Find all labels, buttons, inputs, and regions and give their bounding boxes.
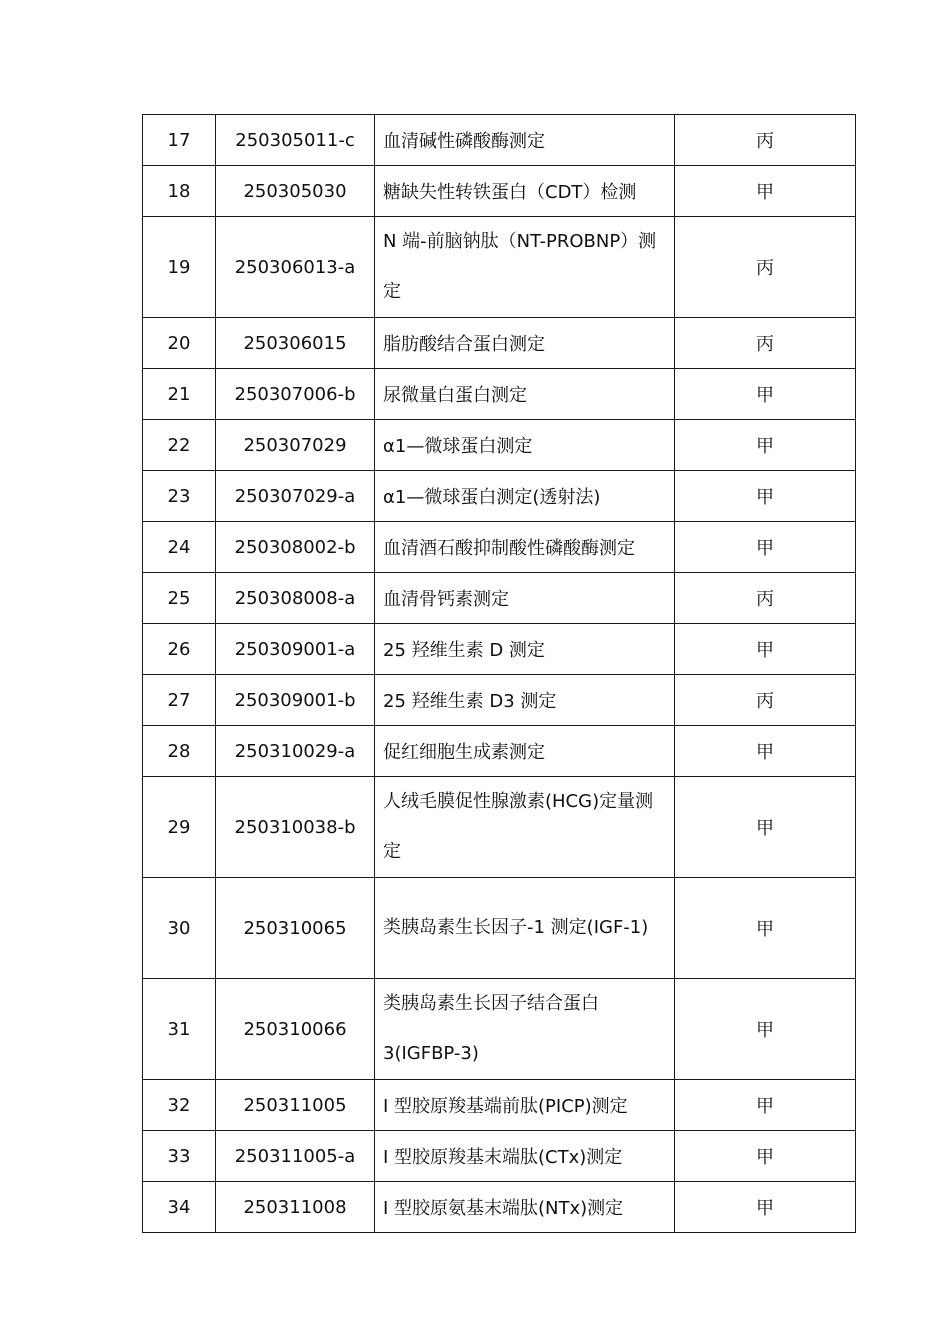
item-class: 甲 <box>675 878 856 979</box>
table-row <box>143 369 856 420</box>
item-name: 类胰岛素生长因子-1 测定(IGF-1) <box>375 878 675 979</box>
item-class: 甲 <box>675 624 856 675</box>
item-class: 甲 <box>675 979 856 1080</box>
item-name: I 型胶原羧基末端肽(CTx)测定 <box>375 1131 675 1182</box>
table-row <box>143 166 856 217</box>
item-code: 250306013-a <box>216 217 375 318</box>
item-code: 250306015 <box>216 318 375 369</box>
row-number: 30 <box>143 878 216 979</box>
item-class: 甲 <box>675 1080 856 1131</box>
item-name: 类胰岛素生长因子结合蛋白3(IGFBP-3) <box>375 979 675 1080</box>
table-row <box>143 420 856 471</box>
table-row <box>143 1080 856 1131</box>
table-row <box>143 777 856 878</box>
item-class: 丙 <box>675 675 856 726</box>
item-code: 250307006-b <box>216 369 375 420</box>
row-number: 24 <box>143 522 216 573</box>
item-code: 250305030 <box>216 166 375 217</box>
table-row <box>143 318 856 369</box>
row-number: 31 <box>143 979 216 1080</box>
item-code: 250307029 <box>216 420 375 471</box>
item-code: 250307029-a <box>216 471 375 522</box>
item-class: 甲 <box>675 726 856 777</box>
item-name: 血清酒石酸抑制酸性磷酸酶测定 <box>375 522 675 573</box>
item-name: 促红细胞生成素测定 <box>375 726 675 777</box>
item-code: 250305011-c <box>216 115 375 166</box>
item-class: 甲 <box>675 166 856 217</box>
item-class: 甲 <box>675 1182 856 1233</box>
item-name: 25 羟维生素 D3 测定 <box>375 675 675 726</box>
item-code: 250309001-a <box>216 624 375 675</box>
row-number: 26 <box>143 624 216 675</box>
item-name: 尿微量白蛋白测定 <box>375 369 675 420</box>
item-class: 丙 <box>675 115 856 166</box>
item-code: 250309001-b <box>216 675 375 726</box>
item-name: α1—微球蛋白测定(透射法) <box>375 471 675 522</box>
table-row <box>143 624 856 675</box>
item-class: 甲 <box>675 471 856 522</box>
item-name: 糖缺失性转铁蛋白（CDT）检测 <box>375 166 675 217</box>
item-code: 250311005-a <box>216 1131 375 1182</box>
item-class: 甲 <box>675 1131 856 1182</box>
table-row <box>143 675 856 726</box>
item-code: 250310029-a <box>216 726 375 777</box>
table-row <box>143 1131 856 1182</box>
item-class: 甲 <box>675 522 856 573</box>
item-name: α1—微球蛋白测定 <box>375 420 675 471</box>
row-number: 21 <box>143 369 216 420</box>
item-class: 甲 <box>675 369 856 420</box>
item-name: 25 羟维生素 D 测定 <box>375 624 675 675</box>
item-code: 250311005 <box>216 1080 375 1131</box>
table-row <box>143 115 856 166</box>
item-name: I 型胶原氨基末端肽(NTx)测定 <box>375 1182 675 1233</box>
table-row <box>143 217 856 318</box>
item-code: 250308002-b <box>216 522 375 573</box>
table-row <box>143 1182 856 1233</box>
row-number: 32 <box>143 1080 216 1131</box>
item-class: 甲 <box>675 777 856 878</box>
table-row <box>143 573 856 624</box>
row-number: 33 <box>143 1131 216 1182</box>
item-class: 丙 <box>675 217 856 318</box>
table-row <box>143 471 856 522</box>
item-class: 丙 <box>675 573 856 624</box>
row-number: 20 <box>143 318 216 369</box>
item-code: 250310065 <box>216 878 375 979</box>
row-number: 25 <box>143 573 216 624</box>
item-name: I 型胶原羧基端前肽(PICP)测定 <box>375 1080 675 1131</box>
row-number: 34 <box>143 1182 216 1233</box>
item-code: 250310066 <box>216 979 375 1080</box>
table-row <box>143 726 856 777</box>
item-name: 血清骨钙素测定 <box>375 573 675 624</box>
item-name: 脂肪酸结合蛋白测定 <box>375 318 675 369</box>
item-class: 丙 <box>675 318 856 369</box>
item-code: 250308008-a <box>216 573 375 624</box>
table-row <box>143 522 856 573</box>
row-number: 27 <box>143 675 216 726</box>
row-number: 28 <box>143 726 216 777</box>
table-row <box>143 979 856 1080</box>
row-number: 22 <box>143 420 216 471</box>
item-class: 甲 <box>675 420 856 471</box>
row-number: 23 <box>143 471 216 522</box>
row-number: 18 <box>143 166 216 217</box>
item-name: 人绒毛膜促性腺激素(HCG)定量测定 <box>375 777 675 878</box>
row-number: 17 <box>143 115 216 166</box>
items-table <box>142 114 856 1233</box>
item-code: 250311008 <box>216 1182 375 1233</box>
table-row <box>143 878 856 979</box>
item-code: 250310038-b <box>216 777 375 878</box>
row-number: 19 <box>143 217 216 318</box>
item-name: 血清碱性磷酸酶测定 <box>375 115 675 166</box>
item-name: N 端-前脑钠肽（NT-PROBNP）测定 <box>375 217 675 318</box>
row-number: 29 <box>143 777 216 878</box>
